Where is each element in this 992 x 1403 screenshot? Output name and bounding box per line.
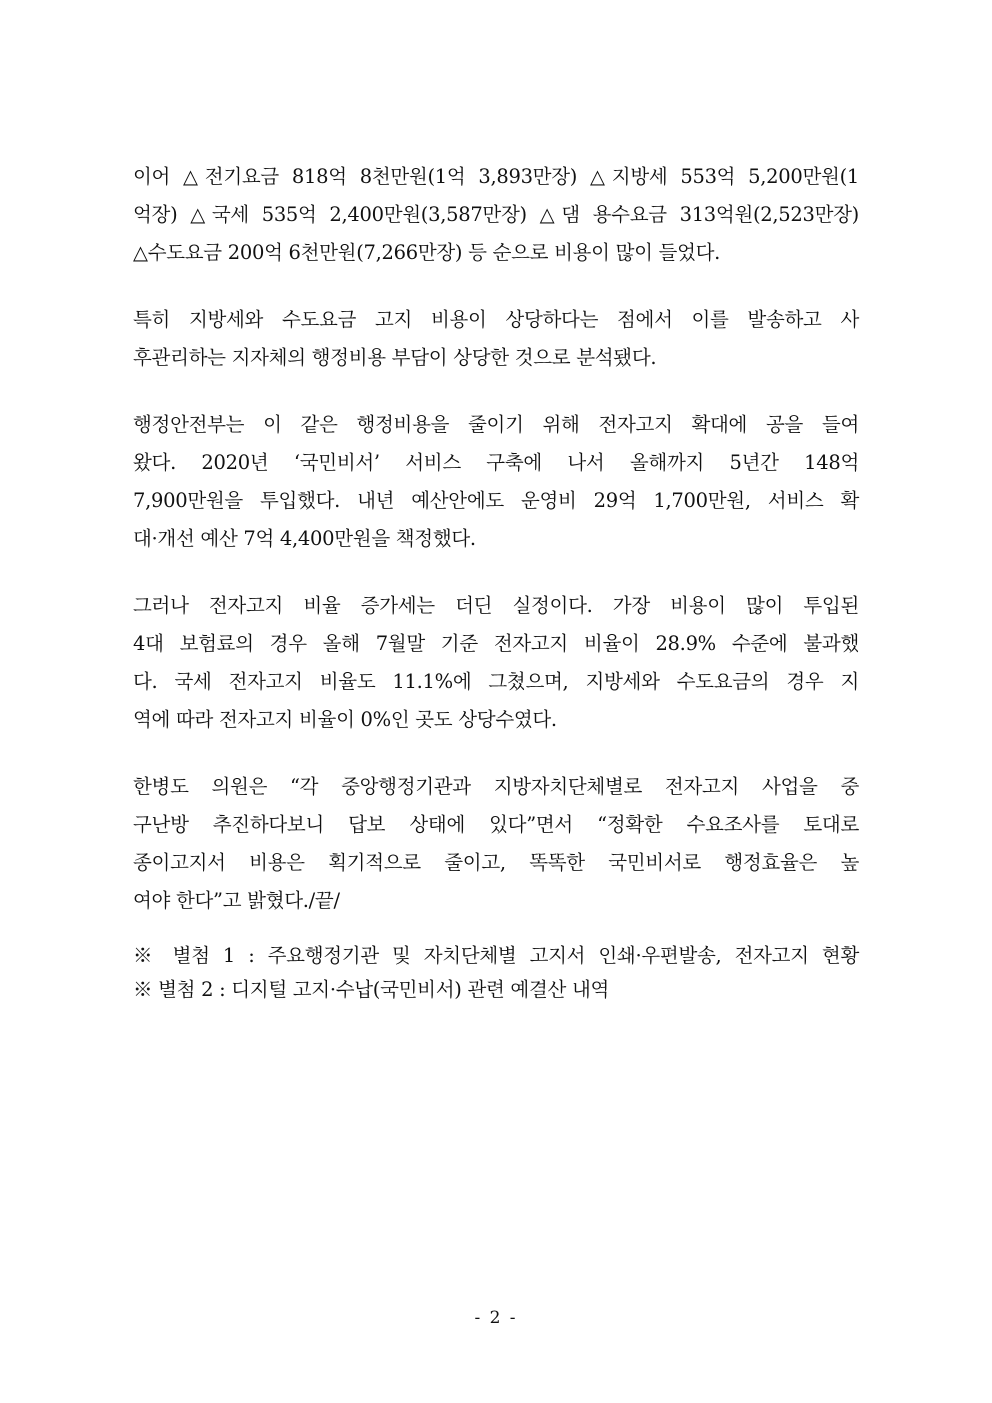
text-line: 대·개선 예산 7억 4,400만원을 책정했다.: [133, 527, 476, 550]
paragraph-e-notice-ratio: [133, 587, 859, 739]
text-line: 이어 △전기요금 818억 8천만원(1억 3,893만장) △지방세 553억 5,200만원(1: [133, 165, 859, 188]
paragraph-ministry-investment: [133, 406, 859, 558]
text-line: 7,900만원을 투입했다. 내년 예산안에도 운영비 29억 1,700만원, 서비스 확: [133, 489, 859, 512]
text-line: 역에 따라 전자고지 비율이 0%인 곳도 상당수였다.: [133, 708, 557, 731]
attachment-item: ※ 별첨 1 : 주요행정기관 및 자치단체별 고지서 인쇄·우편발송, 전자고지 현황: [133, 944, 859, 967]
text-line: △수도요금 200억 6천만원(7,266만장) 등 순으로 비용이 많이 들었다.: [133, 241, 721, 264]
attachment-item: ※ 별첨 2 : 디지털 고지·수납(국민비서) 관련 예결산 내역: [133, 978, 610, 1001]
paragraph-electricity-costs: [133, 158, 859, 272]
text-line: 후관리하는 지자체의 행정비용 부담이 상당한 것으로 분석됐다.: [133, 346, 657, 369]
text-line: 구난방 추진하다보니 답보 상태에 있다”면서 “정확한 수요조사를 토대로: [133, 813, 859, 836]
text-line: 행정안전부는 이 같은 행정비용을 줄이기 위해 전자고지 확대에 공을 들여: [133, 413, 859, 436]
paragraph-lawmaker-quote: [133, 768, 859, 920]
attachment-list: [133, 939, 859, 1007]
paragraph-local-tax-burden: [133, 301, 859, 377]
text-line: 종이고지서 비용은 획기적으로 줄이고, 똑똑한 국민비서로 행정효율은 높: [133, 851, 859, 874]
text-line: 다. 국세 전자고지 비율도 11.1%에 그쳤으며, 지방세와 수도요금의 경우 지: [133, 670, 859, 693]
page-number: - 2 -: [474, 1308, 518, 1328]
text-line: 여야 한다”고 밝혔다./끝/: [133, 889, 340, 912]
text-line: 왔다. 2020년 ‘국민비서’ 서비스 구축에 나서 올해까지 5년간 148억: [133, 451, 859, 474]
text-line: 억장) △국세 535억 2,400만원(3,587만장) △댐 용수요금 313억원(2,523만장): [133, 203, 859, 226]
text-line: 그러나 전자고지 비율 증가세는 더딘 실정이다. 가장 비용이 많이 투입된: [133, 594, 859, 617]
text-line: 특히 지방세와 수도요금 고지 비용이 상당하다는 점에서 이를 발송하고 사: [133, 308, 859, 331]
text-line: 4대 보험료의 경우 올해 7월말 기준 전자고지 비율이 28.9% 수준에 불과했: [133, 632, 859, 655]
document-body: [133, 158, 859, 1007]
text-line: 한병도 의원은 “각 중앙행정기관과 지방자치단체별로 전자고지 사업을 중: [133, 775, 859, 798]
